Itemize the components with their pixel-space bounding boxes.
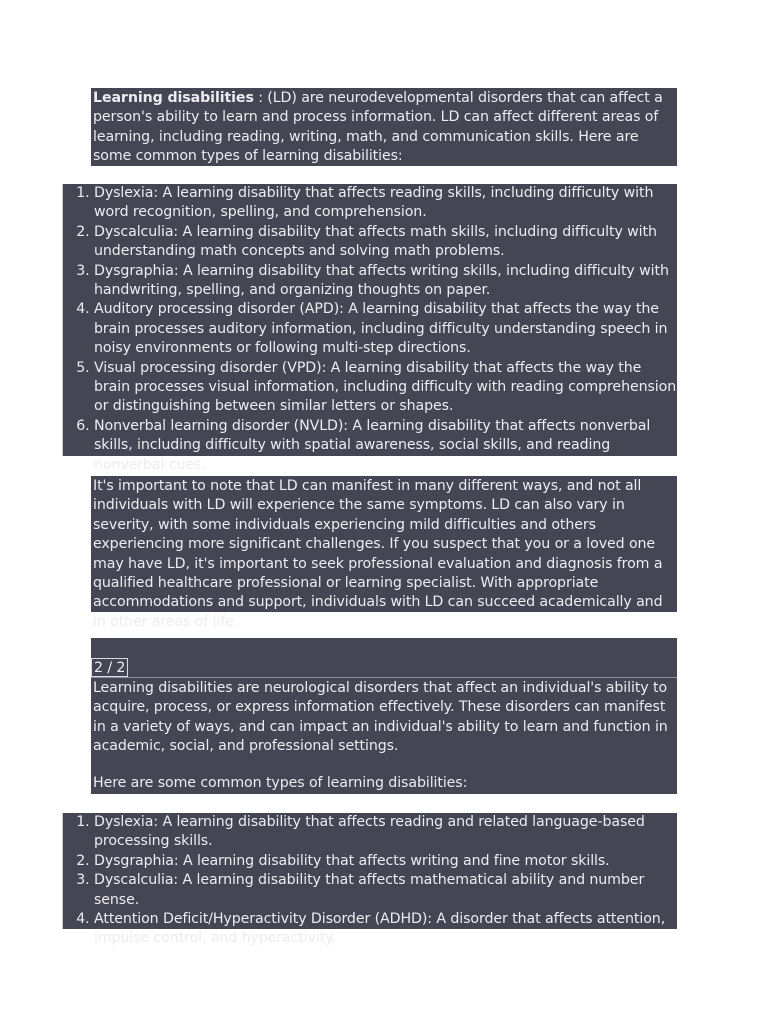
intro-paragraph [93, 89, 677, 167]
list-item: 5. Visual processing disorder (VPD): A learning disability that affects the way the brain processes visual information, including difficulty with reading comprehension or distinguishing between similar letters or shapes. [94, 359, 677, 417]
list-item: 1. Dyslexia: A learning disability that affects reading and related language-based processing skills. [94, 813, 677, 852]
list-item: 3. Dyscalculia: A learning disability that affects mathematical ability and number sense. [94, 871, 677, 910]
response-counter[interactable]: 2 / 2 [91, 658, 128, 677]
disability-list-two [62, 813, 677, 947]
disability-list-one [62, 184, 677, 473]
list-item: 6. Nonverbal learning disorder (NVLD): A learning disability that affects nonverbal skills, including difficulty with spatial awareness, social skills, and reading nonverbal cues. [94, 417, 677, 475]
list-item: 4. Auditory processing disorder (APD): A learning disability that affects the way the brain processes auditory information, including difficulty understanding speech in noisy environments or following multi-step directions. [94, 300, 677, 358]
list-item: 1. Dyslexia: A learning disability that affects reading skills, including difficulty with word recognition, spelling, and comprehension. [94, 184, 677, 223]
intro-text: : (LD) are neurodevelopmental disorders that can affect a person's ability to learn and process information. LD can affect different areas of learning, including reading, writing, math, and communication skills. Here are some common types of learning disabilities: [93, 90, 663, 165]
second-response-paragraph: Learning disabilities are neurological disorders that affect an individual's ability to acquire, process, or express information effectively. These disorders can manifest in a variety of ways, and can impact an individual's ability to learn and function in academic, social, and professional settings. [93, 680, 668, 755]
response-divider [91, 677, 677, 678]
note-paragraph: It's important to note that LD can manifest in many different ways, and not all individuals with LD will experience the same symptoms. LD can also vary in severity, with some individuals experiencing mild difficulties and others experiencing more significant challenges. If you suspect that you or a loved one may have LD, it's important to seek professional evaluation and diagnosis from a qualified healthcare professional or learning specialist. With appropriate accommodations and support, individuals with LD can succeed academically and in other areas of life. [93, 478, 663, 630]
list-item: 3. Dysgraphia: A learning disability that affects writing skills, including difficulty with handwriting, spelling, and organizing thoughts on paper. [94, 262, 677, 301]
intro-term: Learning disabilities [93, 90, 254, 106]
list-item: 4. Attention Deficit/Hyperactivity Disorder (ADHD): A disorder that affects attention, impulse control, and hyperactivity. [94, 910, 677, 949]
second-response-lead: Here are some common types of learning disabilities: [93, 775, 468, 791]
list-item: 2. Dyscalculia: A learning disability that affects math skills, including difficulty with understanding math concepts and solving math problems. [94, 223, 677, 262]
list-item: 2. Dysgraphia: A learning disability that affects writing and fine motor skills. [94, 852, 677, 871]
